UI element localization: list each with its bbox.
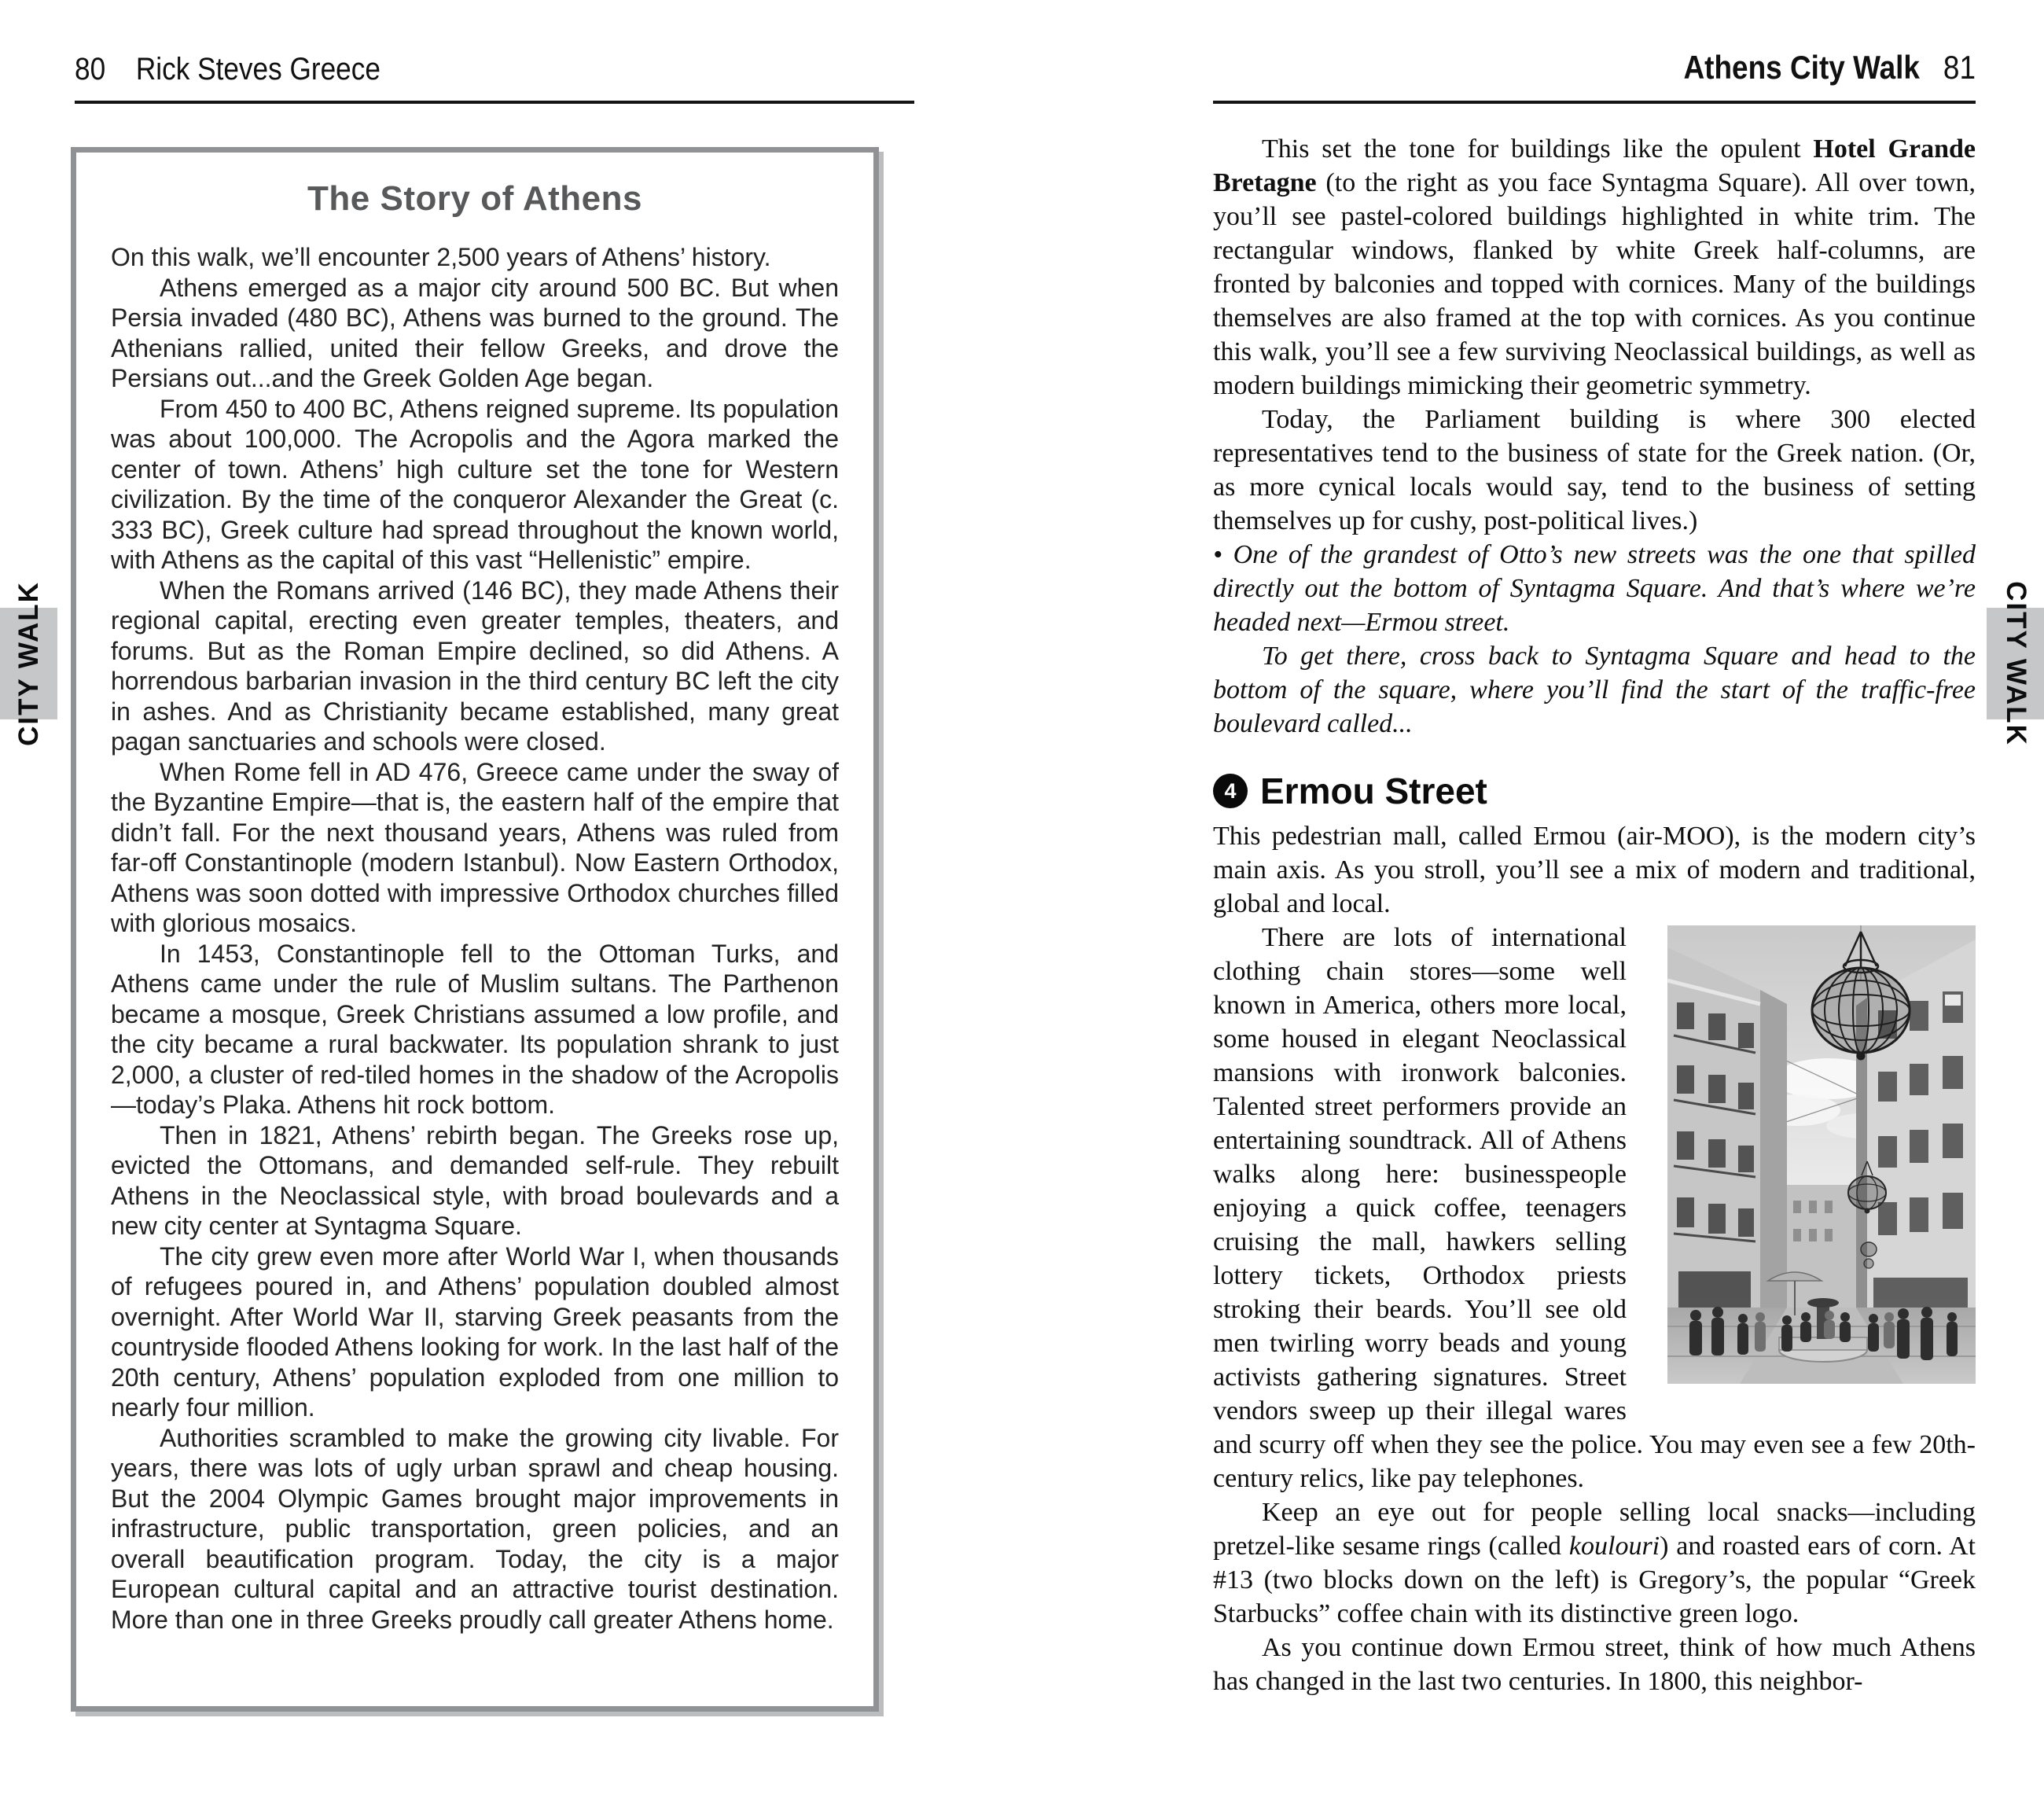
ermou-street-heading [1213,770,1976,811]
story-paragraph: From 450 to 400 BC, Athens reigned supreme. Its population was about 100,000. The Acropolis and the Agora marked the center of town. Athens’ high culture set the tone for Western civilization. By the time of the conqueror Alexander the Great (c. 333 BC), Greek culture had spread throughout the known world, with Athens as the capital of this vast “Hellenistic” empire. [111,394,839,574]
story-paragraph: When Rome fell in AD 476, Greece came under the sway of the Byzantine Empire—that is, the eastern half of the empire that didn’t fall. For the next thousand years, Athens was ruled from far-off Constantinople (modern Istanbul). Now Eastern Orthodox, Athens was soon dotted with impressive Orthodox churches filled with glorious mosaics. [111,757,839,937]
story-paragraph: The city grew even more after World War I, when thousands of refugees poured in, and Athens’ population doubled almost overnight. After World War II, starving Greek peasants from the countryside flooded Athens looking for work. In the last half of the 20th century, Athens’ population exploded from one million to nearly four million. [111,1241,839,1422]
koulouri-italic: koulouri [1568,1532,1660,1561]
left-running-head-title: Rick Steves Greece [135,52,380,86]
body-paragraph: There are lots of international clothing chain stores—some well known in America, others more local, some housed in elegant Neoclassical mansions with ironwork balconies. Talented street performers provide an entertaining soundtrack. All of Athens walks along here: businesspeople enjoying a quick coffee, teenagers cruising the mall, hawkers selling lottery tickets, Orthodox priests stroking their beards. You’ll see old men twirling worry beads and young activists gathering signatures. Street vendors sweep up their illegal wares and scurry off when they see the police. You may even see a few 20th-century relics, like pay telephones. [1213,923,1976,1493]
right-chapter-tab-label: CITY WALK [2000,581,2031,746]
right-running-head-title: Athens City Walk [1683,49,1920,86]
body-paragraph: As you continue down Ermou street, think of how much Athens has changed in the last two centuries. In 1800, this neighbor- [1213,1633,1976,1696]
street-scene-illustration [1667,925,1976,1384]
left-page-number: 80 [75,52,106,86]
story-paragraph: Athens emerged as a major city around 500 BC. But when Persia invaded (480 BC), Athens was burned to the ground. The Athenians rallied, united their fellow Greeks, and drove the Persians out...and the Greek Golden Age began. [111,273,839,392]
hotel-grande-bretagne-bold: Hotel Grande Bretagne [1213,134,1976,197]
story-paragraph: Then in 1821, Athens’ rebirth began. The Greeks rose up, evicted the Ottomans, and demanded self-rule. They rebuilt Athens in the Neoclassical style, with broad boulevards and a new city center at Syntagma Square. [111,1120,839,1240]
left-chapter-tab-label: CITY WALK [13,581,44,746]
story-paragraph: Authorities scrambled to make the growing city livable. For years, there was lots of ugly urban sprawl and cheap housing. But the 2004 Olympic Games brought major improvements in infrastructure, public transportation, green policies, and an overall beautification program. Today, the city is a major European cultural capital and an attractive tourist destination. More than one in three Greeks proudly call greater Athens home. [111,1423,839,1634]
story-paragraph: When the Romans arrived (146 BC), they made Athens their regional capital, erecting even greater temples, theaters, and forums. But as the Roman Empire declined, so did Athens. A horrendous barbarian invasion in the third century BC left the city in ashes. And as Christianity became established, many great pagan sanctuaries and schools were closed. [111,576,839,756]
ermou-street-heading-label: Ermou Street [1260,770,1487,811]
body-paragraph: Keep an eye out for people selling local snacks—including pretzel-like sesame rings (called koulouri) and roasted ears of corn. At #13 (two blocks down on the left) is Gregory’s, the popular “Greek Starbucks” coffee chain with its distinctive green logo. [1213,1498,1976,1628]
stop-number-badge: 4 [1213,774,1248,808]
story-paragraph: In 1453, Constantinople fell to the Ottoman Turks, and Athens came under the rule of Muslim sultans. The Parthenon became a mosque, Greek Christians assumed a low profile, and the city became a rural backwater. Its population shrank to just 2,000, a cluster of red-tiled homes in the shadow of the Acropolis—today’s Plaka. Athens hit rock bottom. [111,939,839,1119]
walking-directions-bullet: • One of the grandest of Otto’s new streets was the one that spilled directly out the bottom of Syntagma Square. And that’s where we’re headed next—Ermou street. [1213,540,1976,637]
ermou-street-photo [1647,925,1976,1385]
walking-directions: To get there, cross back to Syntagma Square and head to the bottom of the square, where you’ll find the start of the traffic-free boulevard called... [1213,642,1976,738]
right-page-body [1213,132,1976,1698]
right-page-number: 81 [1943,49,1976,86]
story-paragraph: On this walk, we’ll encounter 2,500 years of Athens’ history. [111,243,771,271]
story-of-athens-box [71,147,879,1712]
body-paragraph: This set the tone for buildings like the opulent Hotel Grande Bretagne (to the right as you face Syntagma Square). All over town, you’ll see pastel-colored buildings highlighted in white trim. The rectangular windows, flanked by white Greek half-columns, are fronted by balconies and topped with cornices. Many of the buildings themselves are also framed at the top with cornices. As you continue this walk, you’ll see a few surviving Neoclassical buildings, as well as modern buildings mimicking their geometric symmetry. [1213,134,1976,400]
right-header-rule [1213,101,1976,104]
left-header-rule [75,101,914,104]
body-paragraph: This pedestrian mall, called Ermou (air-MOO), is the modern city’s main axis. As you stroll, you’ll see a mix of modern and traditional, global and local. [1213,822,1976,918]
story-box-title: The Story of Athens [307,179,642,218]
body-paragraph: Today, the Parliament building is where 300 elected representatives tend to the business of state for the Greek nation. (Or, as more cynical locals would say, tend to the business of setting themselves up for cushy, post-political lives.) [1213,405,1976,535]
left-running-head [75,52,380,87]
right-running-head [1213,49,1976,86]
